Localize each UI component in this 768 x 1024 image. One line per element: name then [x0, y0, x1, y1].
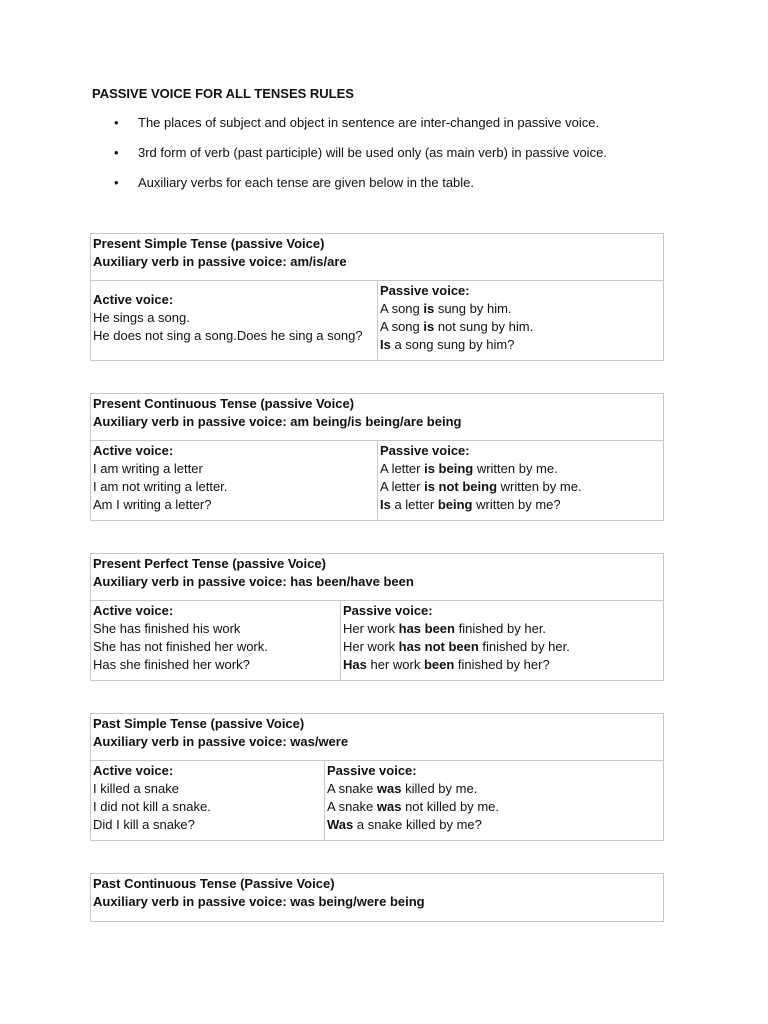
bullet-icon: •: [114, 175, 119, 190]
auxiliary-verb: Auxiliary verb in passive voice: was/were: [93, 734, 349, 749]
passive-example: Her work has been finished by her.: [343, 621, 547, 636]
tense-header: [91, 234, 663, 281]
active-voice-label: Active voice:: [93, 443, 174, 458]
active-example: She has not finished her work.: [93, 639, 268, 654]
active-voice-label: Active voice:: [93, 292, 174, 307]
tense-header: [91, 394, 663, 441]
rule-text: Auxiliary verbs for each tense are given below in the table.: [138, 175, 475, 190]
active-example: She has finished his work: [93, 621, 241, 636]
rule-item: [114, 144, 607, 174]
active-example: Am I writing a letter?: [93, 497, 212, 512]
page-title: PASSIVE VOICE FOR ALL TENSES RULES: [92, 86, 354, 101]
passive-voice-label: Passive voice:: [380, 283, 470, 298]
passive-example: A song is sung by him.: [380, 301, 512, 316]
tense-examples-row: [91, 761, 663, 840]
tense-name: Present Perfect Tense (passive Voice): [93, 556, 326, 571]
passive-example: Has her work been finished by her?: [343, 657, 550, 672]
active-example: He sings a song.: [93, 310, 190, 325]
tense-name: Present Simple Tense (passive Voice): [93, 236, 325, 251]
rule-text: The places of subject and object in sentence are inter-changed in passive voice.: [138, 115, 600, 130]
auxiliary-verb: Auxiliary verb in passive voice: was being/were being: [93, 894, 425, 909]
active-example: I am writing a letter: [93, 461, 203, 476]
passive-voice-label: Passive voice:: [327, 763, 417, 778]
rule-item: [114, 114, 607, 144]
passive-example: A letter is not being written by me.: [380, 479, 582, 494]
tense-header: [91, 874, 663, 921]
active-voice-cell: [91, 761, 325, 840]
passive-voice-cell: [378, 281, 663, 360]
tense-name: Past Simple Tense (passive Voice): [93, 716, 305, 731]
passive-voice-cell: [325, 761, 663, 840]
active-example: He does not sing a song.Does he sing a song?: [93, 328, 363, 343]
passive-example: A song is not sung by him.: [380, 319, 534, 334]
tense-table-present-simple: [90, 233, 664, 361]
tense-header: [91, 714, 663, 761]
bullet-icon: •: [114, 145, 119, 160]
active-example: I am not writing a letter.: [93, 479, 228, 494]
passive-example: Her work has not been finished by her.: [343, 639, 570, 654]
tense-table-past-continuous: [90, 873, 664, 922]
auxiliary-verb: Auxiliary verb in passive voice: am being/is being/are being: [93, 414, 462, 429]
active-voice-cell: [91, 281, 378, 360]
rules-list: [114, 114, 607, 204]
passive-example: Is a letter being written by me?: [380, 497, 561, 512]
passive-voice-label: Passive voice:: [380, 443, 470, 458]
tense-examples-row: [91, 281, 663, 360]
passive-example: Is a song sung by him?: [380, 337, 515, 352]
tense-header: [91, 554, 663, 601]
passive-example: A snake was killed by me.: [327, 781, 478, 796]
tense-examples-row: [91, 441, 663, 520]
active-example: Has she finished her work?: [93, 657, 250, 672]
auxiliary-verb: Auxiliary verb in passive voice: am/is/are: [93, 254, 347, 269]
tense-name: Past Continuous Tense (Passive Voice): [93, 876, 335, 891]
active-voice-label: Active voice:: [93, 603, 174, 618]
passive-example: A letter is being written by me.: [380, 461, 558, 476]
tense-name: Present Continuous Tense (passive Voice): [93, 396, 355, 411]
rule-text: 3rd form of verb (past participle) will be used only (as main verb) in passive voice.: [138, 145, 607, 160]
active-example: I killed a snake: [93, 781, 179, 796]
passive-example: A snake was not killed by me.: [327, 799, 499, 814]
rule-item: [114, 174, 607, 204]
tense-table-past-simple: [90, 713, 664, 841]
passive-example: Was a snake killed by me?: [327, 817, 482, 832]
tense-table-present-perfect: [90, 553, 664, 681]
active-example: I did not kill a snake.: [93, 799, 211, 814]
tense-table-present-continuous: [90, 393, 664, 521]
active-voice-label: Active voice:: [93, 763, 174, 778]
active-voice-cell: [91, 441, 378, 520]
passive-voice-label: Passive voice:: [343, 603, 433, 618]
bullet-icon: •: [114, 115, 119, 130]
tense-examples-row: [91, 601, 663, 680]
active-voice-cell: [91, 601, 341, 680]
auxiliary-verb: Auxiliary verb in passive voice: has been/have been: [93, 574, 414, 589]
active-example: Did I kill a snake?: [93, 817, 195, 832]
passive-voice-cell: [341, 601, 663, 680]
passive-voice-cell: [378, 441, 663, 520]
